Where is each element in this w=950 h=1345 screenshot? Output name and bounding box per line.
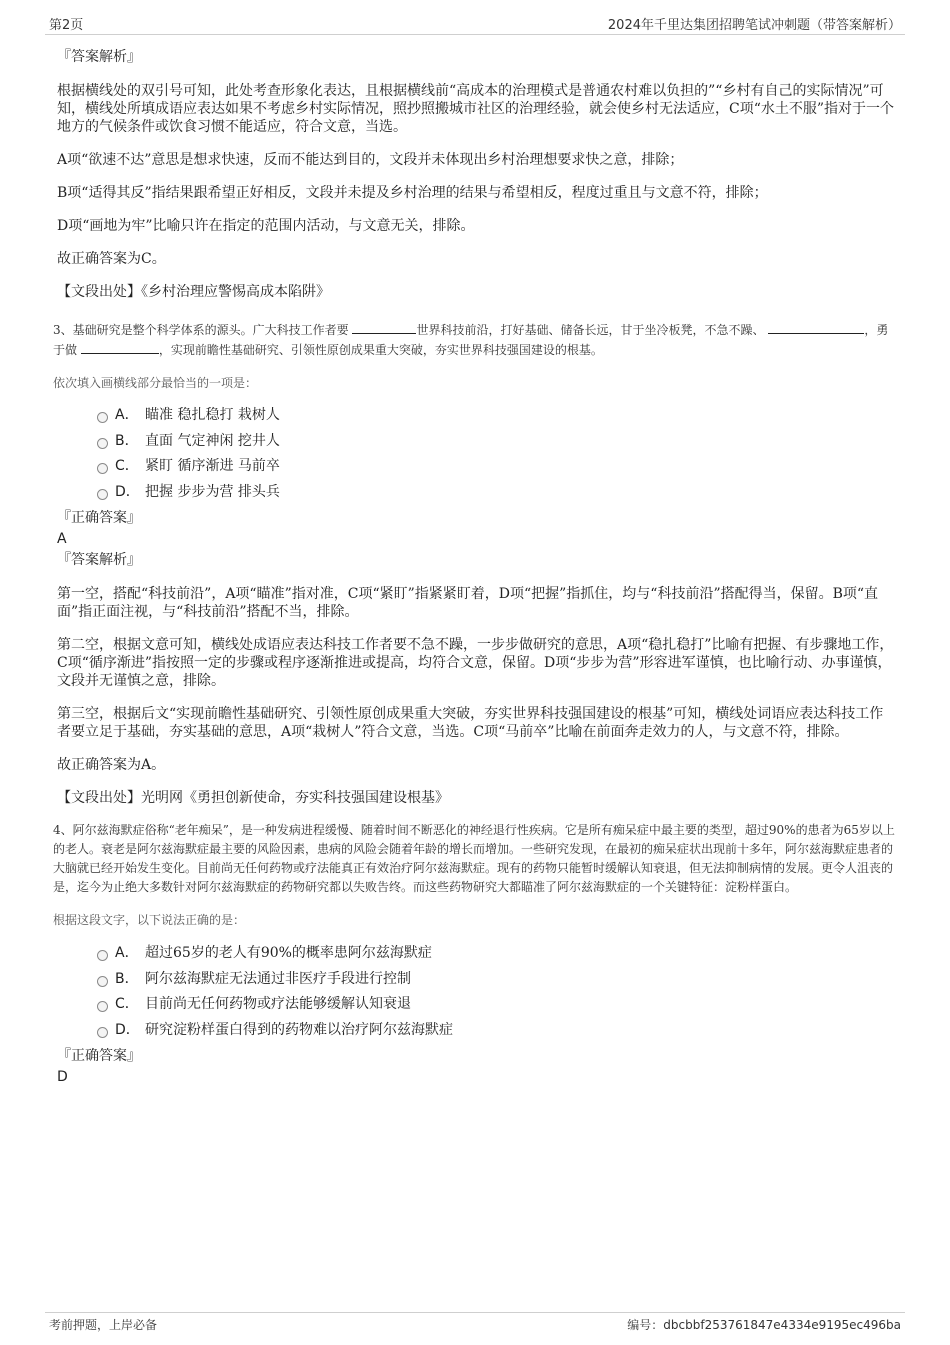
q2-analysis-para1: 根据横线处的双引号可知，此处考查形象化表达，且根据横线前“高成本的治理模式是普通农村难以负担的”“乡村有自己的实际情况”可知，横线处所填成语应表达如果不考虑乡村实际情况，照抄照搬城市社区的治理经验，就会使乡村无法适应，C项“水土不服”指对于一个地方的气候条件或饮食习惯不能适应，符合文意，当选。 — [57, 83, 895, 135]
q3-answer-label: 『正确答案』 — [57, 510, 141, 526]
option-text: 阿尔兹海默症无法通过非医疗手段进行控制 — [145, 970, 411, 987]
radio-button-icon[interactable] — [97, 1001, 108, 1012]
radio-button-icon[interactable] — [97, 438, 108, 449]
footer-code-value: dbcbbf253761847e4334e9195ec496ba — [663, 1318, 901, 1332]
q3-option-a[interactable] — [57, 405, 897, 431]
option-text: 超过65岁的老人有90%的概率患阿尔兹海默症 — [145, 945, 432, 961]
option-text: 紧盯 循序渐进 马前卒 — [145, 458, 280, 474]
option-text: 目前尚无任何药物或疗法能够缓解认知衰退 — [145, 996, 411, 1012]
option-letter: A． — [115, 407, 139, 423]
q3-options — [57, 405, 897, 507]
footer-slogan: 考前押题，上岸必备 — [49, 1318, 158, 1332]
radio-button-icon[interactable] — [97, 950, 108, 961]
q3-blank-1 — [352, 321, 416, 334]
q2-analysis-para3: B项“适得其反”指结果跟希望正好相反，文段并未提及乡村治理的结果与希望相反，程度过重且与文意不符，排除； — [57, 185, 768, 201]
q3-analysis-para3: 第三空，根据后文“实现前瞻性基础研究、引领性原创成果重大突破，夯实世界科技强国建设的根基”可知，横线处词语应表达科技工作者要立足于基础，夯实基础的意思，A项“栽树人”符合文意，当选。C项“马前卒”比喻在前面奔走效力的人，与文意不符，排除。 — [57, 706, 884, 740]
q2-source: 【文段出处】《乡村治理应警惕高成本陷阱》 — [57, 284, 330, 300]
q3-conclusion: 故正确答案为A。 — [57, 757, 166, 773]
document-title: 2024年千里达集团招聘笔试冲刺题（带答案解析） — [607, 18, 901, 33]
q2-analysis-label: 『答案解析』 — [57, 49, 141, 65]
q3-analysis-para1: 第一空，搭配“科技前沿”，A项“瞄准”指对准，C项“紧盯”指紧紧盯着，D项“把握”指抓住，均与“科技前沿”搭配得当，保留。B项“直面”指正面注视，与“科技前沿”搭配不当，排除。 — [57, 586, 879, 620]
q3-analysis-para2: 第二空，根据文意可知，横线处成语应表达科技工作者要不急不躁，一步步做研究的意思，A项“稳扎稳打”比喻有把握、有步骤地工作，C项“循序渐进”指按照一定的步骤或程序逐渐推进或提高，均符合文意，保留。D项“步步为营”形容进军谨慎，也比喻行动、办事谨慎，文段并无谨慎之意，排除。 — [57, 637, 894, 689]
option-letter: D． — [115, 483, 140, 500]
q3-blank-3 — [81, 341, 159, 354]
radio-button-icon[interactable] — [97, 489, 108, 500]
q2-analysis-para2: A项“欲速不达”意思是想求快速，反而不能达到目的，文段并未体现出乡村治理想要求快之意，排除； — [57, 152, 684, 168]
option-letter: B． — [115, 432, 139, 449]
option-letter: D． — [115, 1021, 140, 1038]
radio-button-icon[interactable] — [97, 1027, 108, 1038]
q3-option-d[interactable] — [57, 482, 897, 508]
radio-button-icon[interactable] — [97, 463, 108, 474]
footer-code — [627, 1316, 901, 1333]
option-letter: C． — [115, 458, 139, 474]
q3-blank-2 — [768, 321, 864, 334]
page-footer — [45, 1312, 905, 1335]
q3-answer: A — [57, 531, 67, 547]
q4-option-c[interactable] — [57, 994, 897, 1020]
q3-stem — [53, 320, 897, 360]
q4-answer-label: 『正确答案』 — [57, 1048, 141, 1064]
q4-stem: 4、阿尔兹海默症俗称“老年痴呆”，是一种发病进程缓慢、随着时间不断恶化的神经退行性疾病。它是所有痴呆症中最主要的类型，超过90%的患者为65岁以上的老人。衰老是阿尔兹海默症最主要的风险因素，患病的风险会随着年龄的增长而增加。一些研究发现，在最初的痴呆症状出现前十多年，阿尔兹海默症患者的大脑就已经开始发生变化。目前尚无任何药物或疗法能真正有效治疗阿尔兹海默症。现有的药物只能暂时缓解认知衰退，但无法抑制病情的发展。更令人沮丧的是，迄今为止绝大多数针对阿尔兹海默症的药物研究都以失败告终。而这些药物研究大都瞄准了阿尔兹海默症的一个关键特征：淀粉样蛋白。 — [53, 823, 895, 894]
page-content — [53, 48, 897, 1086]
q2-conclusion: 故正确答案为C。 — [57, 251, 166, 267]
q3-stem-part-d: ，实现前瞻性基础研究、引领性原创成果重大突破，夯实世界科技强国建设的根基。 — [158, 343, 603, 357]
q3-analysis-label: 『答案解析』 — [57, 552, 141, 568]
q3-source: 【文段出处】光明网《勇担创新使命，夯实科技强国建设根基》 — [57, 790, 449, 806]
q3-option-b[interactable] — [57, 431, 897, 457]
radio-button-icon[interactable] — [97, 976, 108, 987]
page-header — [45, 12, 905, 35]
option-text: 瞄准 稳扎稳打 栽树人 — [145, 407, 280, 423]
option-letter: B． — [115, 970, 139, 987]
q4-option-a[interactable] — [57, 943, 897, 969]
q4-option-d[interactable] — [57, 1020, 897, 1046]
q4-option-b[interactable] — [57, 969, 897, 995]
option-letter: C． — [115, 996, 139, 1012]
radio-button-icon[interactable] — [97, 412, 108, 423]
q4-answer: D — [57, 1069, 68, 1085]
q4-options — [57, 943, 897, 1045]
footer-code-label: 编号： — [627, 1318, 664, 1332]
q4-prompt: 根据这段文字，以下说法正确的是： — [53, 913, 246, 927]
option-letter: A． — [115, 945, 139, 961]
q3-stem-part-c: ，勇于做 — [53, 323, 889, 357]
q3-stem-part-a: 3、基础研究是整个科学体系的源头。广大科技工作者要 — [53, 323, 349, 337]
q3-prompt: 依次填入画横线部分最恰当的一项是： — [53, 376, 258, 390]
option-text: 直面 气定神闲 挖井人 — [145, 432, 280, 449]
q3-stem-part-b: 世界科技前沿，打好基础、储备长远，甘于坐冷板凳，不急不躁、 — [416, 323, 765, 337]
option-text: 把握 步步为营 排头兵 — [145, 483, 280, 500]
q3-option-c[interactable] — [57, 456, 897, 482]
q2-analysis-para4: D项“画地为牢”比喻只许在指定的范围内活动，与文意无关，排除。 — [57, 218, 475, 234]
option-text: 研究淀粉样蛋白得到的药物难以治疗阿尔兹海默症 — [145, 1021, 453, 1038]
page-number: 第2页 — [49, 18, 84, 33]
